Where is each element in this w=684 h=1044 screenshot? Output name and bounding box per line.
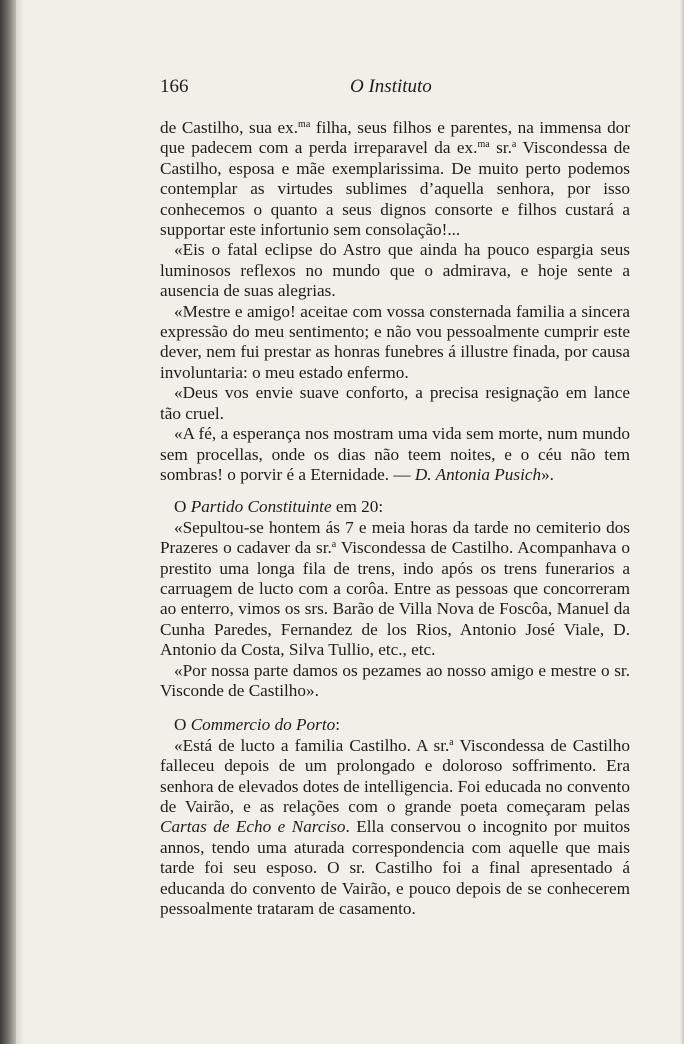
paragraph (160, 240, 630, 301)
paragraph (160, 424, 630, 485)
page-right-edge (680, 0, 684, 1044)
text-run: «Por nossa parte damos os pezames ao nosso amigo e mestre o sr. Visconde de Castilho». (160, 660, 630, 700)
text-run: O (174, 497, 191, 517)
text-run: sr. (489, 138, 512, 158)
text-run: «Mestre e amigo! aceitae com vossa consternada familia a sincera expressão do meu sentimento; e não vou pessoalmente cumprir este dever, nem fui prestar as honras funebres á illustre finada, por causa involuntaria: o meu estado enfermo. (160, 301, 630, 382)
running-header (160, 76, 630, 100)
text-run: O (174, 715, 191, 735)
text-run: ». (541, 464, 554, 484)
superscript-abbrev: a (511, 139, 517, 151)
superscript-abbrev: a (449, 736, 454, 748)
paragraph (160, 715, 630, 735)
text-run: «Sepultou-se hontem ás 7 e meia horas da tarde no cemiterio dos Prazeres o cadaver da sr. (160, 517, 630, 558)
page-number: 166 (160, 76, 189, 97)
text-run: «Deus vos envie suave conforto, a precisa resignação em lance tão cruel. (160, 383, 630, 423)
superscript-abbrev: ma (477, 139, 490, 151)
paragraph (160, 118, 630, 240)
text-run: «A fé, a esperança nos mostram uma vida sem morte, num mundo sem procellas, onde os dias não teem noites, e o céu não tem sombras! o porvir é a Eternidade. — (160, 424, 630, 484)
running-title: O Instituto (350, 76, 432, 97)
text-run: . Ella conservou o incognito por muitos annos, tendo uma aturada correspondencia com aquelle que mais tarde foi seu esposo. O sr. Castilho foi a final apresentado á educanda do convento de Vairão, e pouco depois de se conhecerem pessoalmente trataram de casamento. (160, 817, 631, 919)
page-gutter (16, 0, 24, 1044)
superscript-abbrev: a (331, 539, 337, 551)
text-run: Viscondessa de Castilho, esposa e mãe exemplarissima. De muito perto podemos contemplar as virtudes sublimes d’aquella senhora, por isso conhecemos o quanto a seus dignos consorte e filhos custará a supportar este infortunio sem consolação!... (160, 138, 630, 240)
italic-text: Partido Constituinte (190, 497, 332, 517)
page-edge-shadow (0, 0, 16, 1044)
paragraph (160, 736, 630, 920)
text-run: filha, seus filhos e parentes, na immensa dor que padecem com a perda irreparavel da ex. (160, 118, 630, 158)
text-run: de Castilho, sua ex. (160, 118, 299, 137)
paragraph (160, 661, 630, 702)
superscript-abbrev: ma (298, 119, 311, 130)
text-run: Viscondessa de Castilho. Acompanhava o prestito uma longa fila de trens, indo após os trens funerarios a carruagem de lucto com a corôa. Entre as pessoas que concorreram ao enterro, vimos os srs. Barão de Villa Nova de Foscôa, Manuel da Cunha Paredes, Fernandez de los Rios, Antonio José Viale, D. Antonio da Costa, Silva Tullio, etc., etc. (160, 538, 630, 660)
paragraph (160, 497, 630, 517)
paragraph (160, 383, 630, 424)
paragraph (160, 302, 630, 384)
text-run: Viscondessa de Castilho falleceu depois de um prolongado e doloroso soffrimento. Era senhora de elevados dotes de intelligencia. Foi educada no convento de Vairão, e as relações com o grande poeta começaram pelas (160, 735, 630, 816)
body-text (160, 118, 630, 919)
text-run: «Está de lucto a familia Castilho. A sr. (174, 735, 450, 755)
italic-text: Cartas de Echo e Narciso (160, 817, 346, 837)
text-run: em 20: (331, 497, 384, 517)
paragraph (160, 518, 630, 661)
italic-text: D. Antonia Pusich (414, 464, 542, 484)
text-run: «Eis o fatal eclipse do Astro que ainda ha pouco espargia seus luminosos reflexos no mundo que o admirava, e hoje sente a ausencia de suas alegrias. (160, 240, 630, 301)
italic-text: Commercio do Porto (190, 715, 336, 735)
text-run: : (335, 715, 340, 735)
